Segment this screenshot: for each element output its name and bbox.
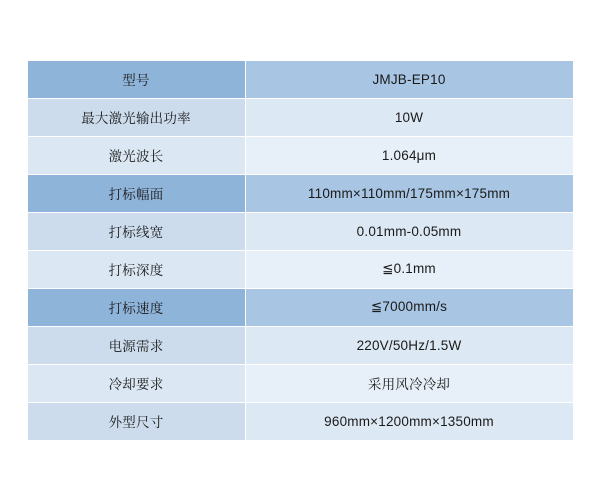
table-row: [27, 364, 573, 402]
row-value: 220V/50Hz/1.5W: [245, 326, 573, 364]
row-label: 打标速度: [27, 288, 245, 326]
row-value: 1.064μm: [245, 136, 573, 174]
row-label: 最大激光输出功率: [27, 98, 245, 136]
row-value: JMJB-EP10: [245, 60, 573, 98]
table-row: [27, 402, 573, 440]
table-row: [27, 326, 573, 364]
row-label: 冷却要求: [27, 364, 245, 402]
row-label: 型号: [27, 60, 245, 98]
row-value: 0.01mm-0.05mm: [245, 212, 573, 250]
row-label: 打标线宽: [27, 212, 245, 250]
specification-table: [27, 60, 574, 441]
row-value: ≦7000mm/s: [245, 288, 573, 326]
table-row: [27, 98, 573, 136]
row-label: 打标幅面: [27, 174, 245, 212]
table-row: [27, 288, 573, 326]
table-row: [27, 60, 573, 98]
table-row: [27, 250, 573, 288]
table-body: [27, 60, 573, 440]
table-row: [27, 136, 573, 174]
row-value: ≦0.1mm: [245, 250, 573, 288]
row-label: 电源需求: [27, 326, 245, 364]
table-row: [27, 174, 573, 212]
row-value: 10W: [245, 98, 573, 136]
row-value: 采用风冷冷却: [245, 364, 573, 402]
row-value: 960mm×1200mm×1350mm: [245, 402, 573, 440]
row-label: 激光波长: [27, 136, 245, 174]
table-row: [27, 212, 573, 250]
row-label: 打标深度: [27, 250, 245, 288]
row-label: 外型尺寸: [27, 402, 245, 440]
row-value: 110mm×110mm/175mm×175mm: [245, 174, 573, 212]
